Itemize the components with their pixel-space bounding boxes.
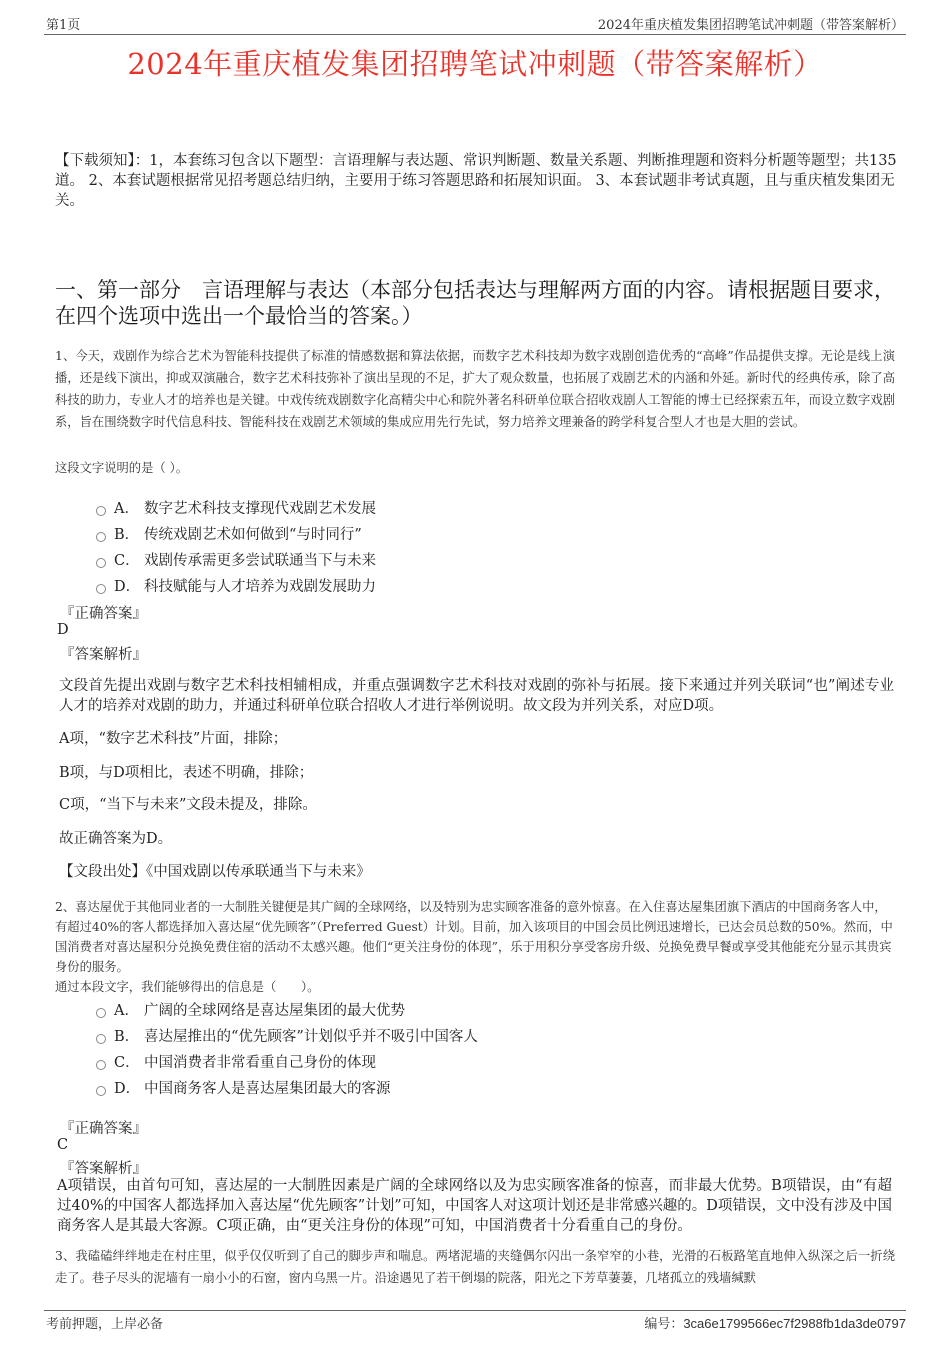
- q1-option-a[interactable]: A． 数字艺术科技支撑现代戏剧艺术发展: [96, 497, 376, 518]
- header-divider: [44, 34, 906, 35]
- q2-option-c[interactable]: C． 中国消费者非常看重自己身份的体现: [96, 1051, 376, 1072]
- footer-slogan: 考前押题，上岸必备: [46, 1317, 164, 1332]
- question-2-text: 2、喜达屋优于其他同业者的一大制胜关键便是其广阔的全球网络，以及特别为忠实顾客准备的意外惊喜。在入住喜达屋集团旗下酒店的中国商务客人中，有超过40%的客人都选择加入喜达屋“优先顾客”（Preferred Guest）计划。目前，加入该项目的中国会员比例迅速增长，已达会员总数的50%。然而，中国消费者对喜达屋积分兑换免费住宿的活动不太感兴趣。他们“更关注身份的体现”，乐于用积分享受客房升级、兑换免费早餐或享受其他能充分显示其贵宾身份的服务。: [55, 900, 893, 974]
- q2-analysis-label: 『答案解析』: [60, 1161, 147, 1177]
- q2-answer: C: [57, 1137, 69, 1153]
- document-title: 2024年重庆植发集团招聘笔试冲刺题（带答案解析）: [127, 47, 823, 81]
- q1-option-d[interactable]: D． 科技赋能与人才培养为戏剧发展助力: [96, 575, 376, 596]
- radio-icon[interactable]: [96, 1086, 106, 1096]
- radio-icon[interactable]: [96, 1034, 106, 1044]
- q1-analysis-label: 『答案解析』: [60, 647, 147, 663]
- radio-icon[interactable]: [96, 558, 106, 568]
- page-number: 第1页: [46, 18, 81, 33]
- header-doc-title: 2024年重庆植发集团招聘笔试冲刺题（带答案解析）: [597, 18, 904, 33]
- q1-analysis-a: A项，“数字艺术科技”片面，排除；: [59, 731, 288, 747]
- question-1-text: 1、今天，戏剧作为综合艺术为智能科技提供了标准的情感数据和算法依据，而数字艺术科技却为数字戏剧创造优秀的“高峰”作品提供支撑。无论是线上演播，还是线下演出，抑或双演融合，数字艺术科技弥补了演出呈现的不足，扩大了观众数量，也拓展了戏剧艺术的内涵和外延。新时代的经典传承，除了高科技的助力，专业人才的培养也是关键。中戏传统戏剧数字化高精尖中心和院外著名科研单位联合招收戏剧人工智能的博士已经探索五年，而设立数字戏剧系，旨在围绕数字时代信息科技、智能科技在戏剧艺术领域的集成应用先行先试，努力培养文理兼备的跨学科复合型人才也是大胆的尝试。: [55, 349, 895, 429]
- q1-option-c[interactable]: C． 戏剧传承需更多尝试联通当下与未来: [96, 549, 376, 570]
- q1-analysis-b: B项，与D项相比，表述不明确，排除；: [59, 765, 314, 781]
- q1-analysis-c: C项，“当下与未来”文段未提及，排除。: [59, 797, 317, 813]
- q2-option-a[interactable]: A． 广阔的全球网络是喜达屋集团的最大优势: [96, 999, 405, 1020]
- q1-analysis-conclusion: 故正确答案为D。: [59, 831, 173, 847]
- footer-divider: [44, 1310, 906, 1311]
- question-1-stem: 这段文字说明的是（ ）。: [55, 461, 189, 475]
- q1-answer-label: 『正确答案』: [60, 606, 147, 622]
- radio-icon[interactable]: [96, 532, 106, 542]
- q2-option-b[interactable]: B． 喜达屋推出的“优先顾客”计划似乎并不吸引中国客人: [96, 1025, 478, 1046]
- radio-icon[interactable]: [96, 1060, 106, 1070]
- footer-code: 编号：3ca6e1799566ec7f2988fb1da3de0797: [644, 1316, 906, 1332]
- q1-source: 【文段出处】《中国戏剧以传承联通当下与未来》: [59, 864, 371, 880]
- download-notice: 【下载须知】：1，本套练习包含以下题型：言语理解与表达题、常识判断题、数量关系题、判断推理题和资料分析题等题型；共135道。 2、本套试题根据常见招考题总结归纳，主要用于练习答题思路和拓展知识面。 3、本套试题非考试真题，且与重庆植发集团无关。: [55, 153, 897, 209]
- q1-analysis-paragraph: 文段首先提出戏剧与数字艺术科技相辅相成，并重点强调数字艺术科技对戏剧的弥补与拓展。接下来通过并列关联词“也”阐述专业人才的培养对戏剧的助力，并通过科研单位联合招收人才进行举例说明。故文段为并列关系，对应D项。: [59, 678, 894, 714]
- q1-option-b[interactable]: B． 传统戏剧艺术如何做到“与时同行”: [96, 523, 362, 544]
- q2-analysis: A项错误，由首句可知，喜达屋的一大制胜因素是广阔的全球网络以及为忠实顾客准备的惊喜，而非最大优势。B项错误，由“有超过40%的中国客人都选择加入喜达屋“优先顾客”计划”可知，中国客人对这项计划还是非常感兴趣的。D项错误，文中没有涉及中国商务客人是其最大客源。C项正确，由“更关注身份的体现”可知，中国消费者十分看重自己的身份。: [57, 1178, 892, 1234]
- q2-option-d[interactable]: D． 中国商务客人是喜达屋集团最大的客源: [96, 1077, 391, 1098]
- radio-icon[interactable]: [96, 506, 106, 516]
- radio-icon[interactable]: [96, 584, 106, 594]
- question-3-text: 3、我磕磕绊绊地走在村庄里，似乎仅仅听到了自己的脚步声和喘息。两堵泥墙的夹缝偶尔闪出一条窄窄的小巷，光滑的石板路笔直地伸入纵深之后一折绕走了。巷子尽头的泥墙有一扇小小的石窗，窗内乌黑一片。沿途遇见了若干倒塌的院落，阳光之下芳草萋萋，几堵孤立的残墙缄默: [55, 1249, 895, 1285]
- section-heading: 一、第一部分 言语理解与表达（本部分包括表达与理解两方面的内容。请根据题目要求，在四个选项中选出一个最恰当的答案。）: [55, 278, 895, 328]
- q2-answer-label: 『正确答案』: [60, 1121, 147, 1137]
- question-2-stem: 通过本段文字，我们能够得出的信息是（ ）。: [55, 980, 320, 994]
- radio-icon[interactable]: [96, 1008, 106, 1018]
- q1-answer: D: [57, 622, 69, 638]
